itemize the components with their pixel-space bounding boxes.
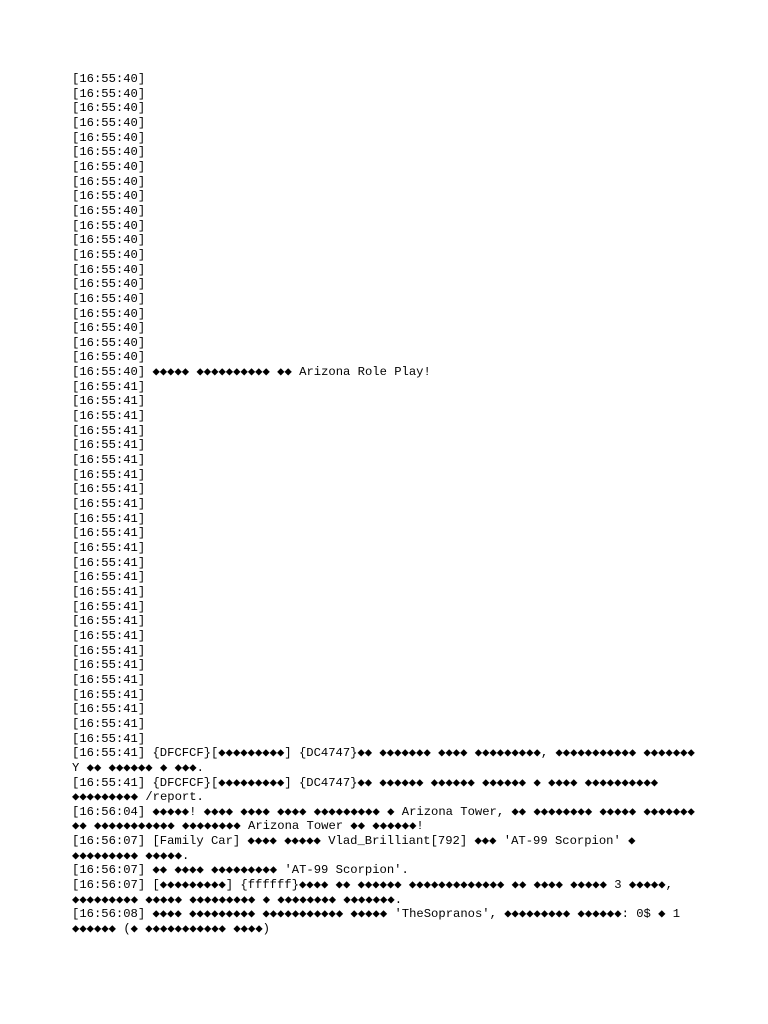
log-line: [16:55:41] [72, 687, 146, 702]
log-line: [16:55:41] [72, 482, 146, 497]
log-line: [16:55:40] [72, 189, 146, 204]
log-line: [16:55:40] [72, 291, 146, 306]
log-line: [16:55:40] [72, 145, 146, 160]
log-line: [16:55:41] [72, 497, 146, 512]
log-line: [16:55:41] [72, 379, 146, 394]
log-line: [16:55:41] {DFCFCF}[◆◆◆◆◆◆◆◆◆] {DC4747}◆◆ ◆◆◆◆◆◆◆ ◆◆◆◆ ◆◆◆◆◆◆◆◆◆, ◆◆◆◆◆◆◆◆◆◆◆ ◆◆◆◆◆◆◆ Y ◆◆ ◆◆◆◆◆◆ ◆ ◆◆◆. [72, 746, 703, 775]
log-line: [16:55:41] [72, 453, 146, 468]
log-line: [16:55:41] [72, 394, 146, 409]
log-line: [16:55:40] [72, 174, 146, 189]
log-line: [16:55:41] [72, 526, 146, 541]
log-line: [16:55:40] ◆◆◆◆◆ ◆◆◆◆◆◆◆◆◆◆ ◆◆ Arizona Role Play! [72, 365, 431, 380]
log-line: [16:55:41] [72, 716, 146, 731]
log-line: [16:55:40] [72, 86, 146, 101]
log-line: [16:55:41] [72, 423, 146, 438]
log-line: [16:56:04] ◆◆◆◆◆! ◆◆◆◆ ◆◆◆◆ ◆◆◆◆ ◆◆◆◆◆◆◆◆◆ ◆ Arizona Tower, ◆◆ ◆◆◆◆◆◆◆◆ ◆◆◆◆◆ ◆◆◆◆◆◆◆ ◆◆ ◆◆◆◆◆◆◆◆◆◆◆ ◆◆◆◆◆◆◆◆ Arizona Tower ◆◆ ◆◆◆◆◆◆! [72, 804, 703, 834]
log-line: [16:55:40] [72, 247, 146, 262]
log-line: [16:55:41] [72, 467, 146, 482]
log-line: [16:55:40] [72, 72, 146, 86]
log-line: [16:55:40] [72, 335, 146, 350]
log-line: [16:55:41] {DFCFCF}[◆◆◆◆◆◆◆◆◆] {DC4747}◆◆ ◆◆◆◆◆◆ ◆◆◆◆◆◆ ◆◆◆◆◆◆ ◆ ◆◆◆◆ ◆◆◆◆◆◆◆◆◆◆ ◆◆◆◆◆◆◆◆◆ /report. [72, 775, 666, 805]
log-line: [16:55:41] [72, 584, 146, 599]
log-line: [16:55:41] [72, 409, 146, 424]
log-line: [16:55:40] [72, 159, 146, 174]
log-line: [16:55:41] [72, 614, 146, 629]
log-line: [16:55:40] [72, 306, 146, 321]
log-line: [16:55:40] [72, 101, 146, 116]
log-line: [16:55:40] [72, 277, 146, 292]
log-line: [16:55:41] [72, 658, 146, 673]
log-line: [16:55:41] [72, 628, 146, 643]
log-line: [16:56:08] ◆◆◆◆ ◆◆◆◆◆◆◆◆◆ ◆◆◆◆◆◆◆◆◆◆◆ ◆◆◆◆◆ 'TheSopranos', ◆◆◆◆◆◆◆◆◆ ◆◆◆◆◆◆: 0$ ◆ 1 ◆◆◆◆◆◆ (◆ ◆◆◆◆◆◆◆◆◆◆◆ ◆◆◆◆) [72, 907, 688, 937]
log-line: [16:55:41] [72, 541, 146, 555]
log-line: [16:56:07] ◆◆ ◆◆◆◆ ◆◆◆◆◆◆◆◆◆ 'AT-99 Scorpion'. [72, 863, 409, 878]
log-line: [16:55:40] [72, 218, 146, 233]
log-line: [16:55:40] [72, 262, 146, 277]
log-line: [16:56:07] [Family Car] ◆◆◆◆ ◆◆◆◆◆ Vlad_Brilliant[792] ◆◆◆ 'AT-99 Scorpion' ◆ ◆◆◆◆◆◆◆◆◆ ◆◆◆◆◆. [72, 834, 643, 863]
log-line: [16:55:40] [72, 130, 146, 145]
log-line: [16:55:41] [72, 731, 146, 746]
log-line: [16:55:41] [72, 570, 146, 585]
log-line: [16:55:41] [72, 672, 146, 687]
log-line: [16:55:41] [72, 511, 146, 526]
log-line: [16:56:07] [◆◆◆◆◆◆◆◆◆] {ffffff}◆◆◆◆ ◆◆ ◆◆◆◆◆◆ ◆◆◆◆◆◆◆◆◆◆◆◆◆ ◆◆ ◆◆◆◆ ◆◆◆◆◆ 3 ◆◆◆◆◆, ◆◆◆◆◆◆◆◆◆ ◆◆◆◆◆ ◆◆◆◆◆◆◆◆◆ ◆ ◆◆◆◆◆◆◆◆ ◆◆◆◆◆◆◆. [72, 878, 681, 907]
log-line: [16:55:41] [72, 643, 146, 658]
log-line: [16:55:40] [72, 321, 146, 336]
log-line: [16:55:41] [72, 702, 146, 717]
log-line: [16:55:41] [72, 599, 146, 614]
chat-log [72, 72, 702, 937]
log-line: [16:55:41] [72, 555, 146, 570]
log-line: [16:55:41] [72, 438, 146, 453]
log-line: [16:55:40] [72, 233, 146, 248]
log-line: [16:55:40] [72, 115, 146, 130]
log-line: [16:55:40] [72, 350, 146, 365]
log-line: [16:55:40] [72, 203, 146, 218]
